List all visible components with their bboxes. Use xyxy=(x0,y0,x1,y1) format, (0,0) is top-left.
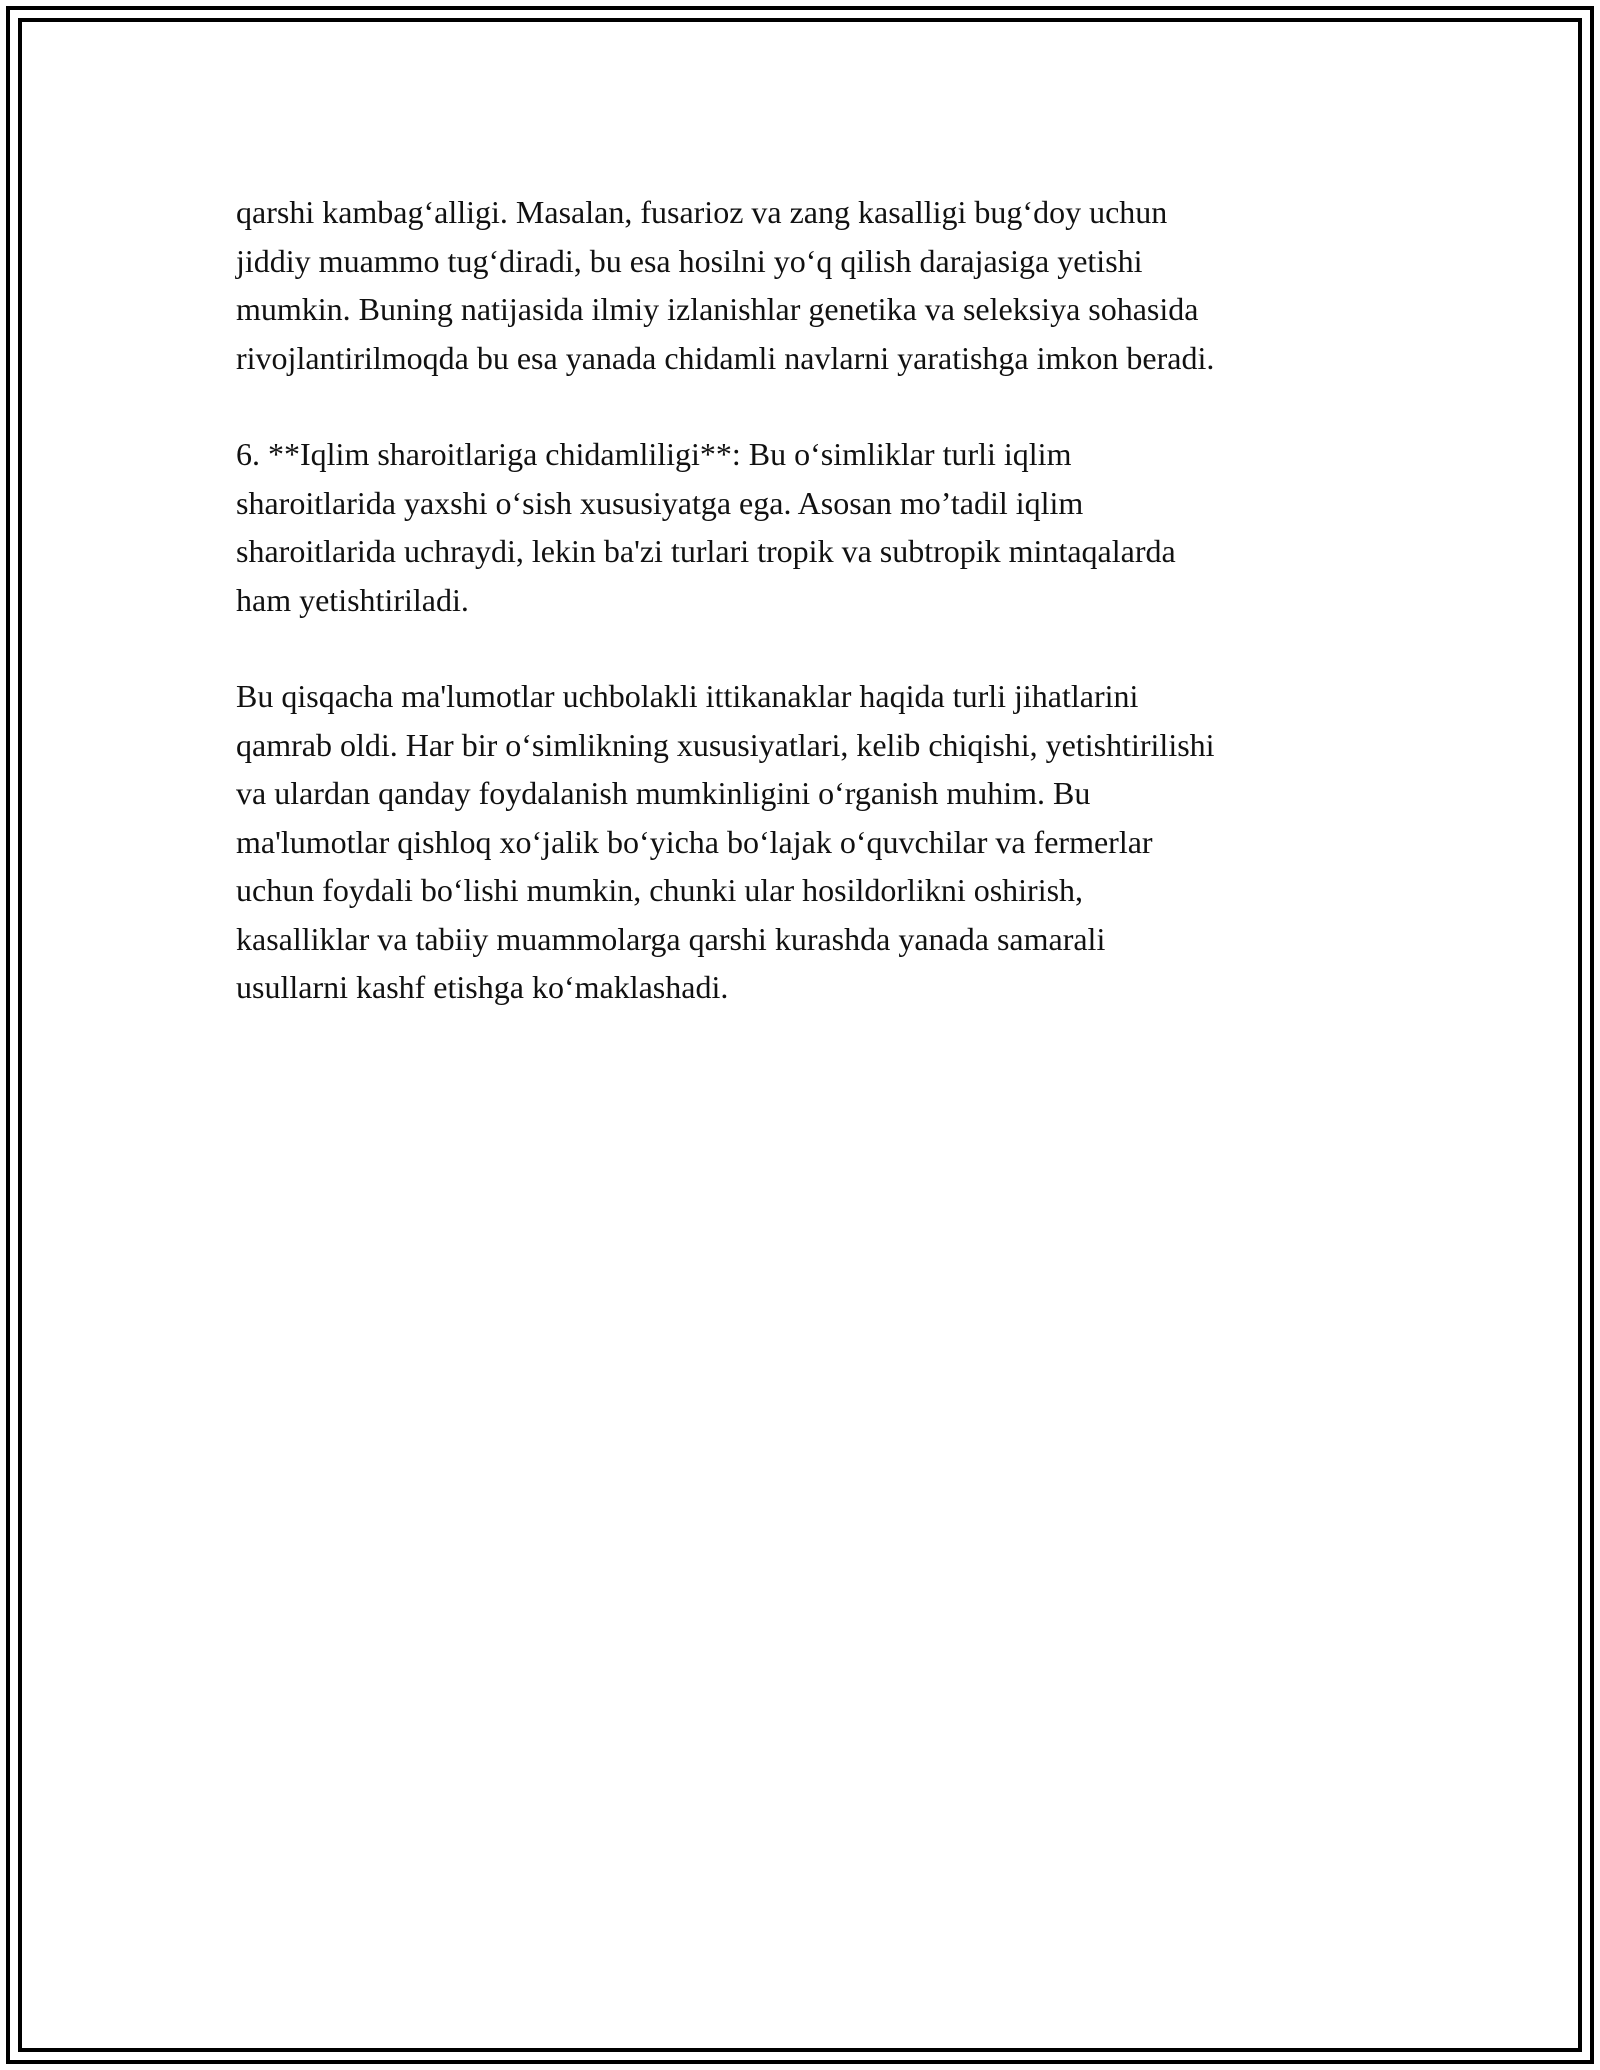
paragraph-disease-resistance xyxy=(236,188,1386,382)
text-line: qamrab oldi. Har bir o‘simlikning xususiyatlari, kelib chiqishi, yetishtirilishi xyxy=(236,726,1215,763)
text-line: va ulardan qanday foydalanish mumkinligini o‘rganish muhim. Bu xyxy=(236,775,1091,811)
text-line: Bu qisqacha ma'lumotlar uchbolakli ittikanaklar haqida turli jihatlarini xyxy=(236,678,1139,714)
text-line: jiddiy muammo tug‘diradi, bu esa hosilni yo‘q qilish darajasiga yetishi xyxy=(236,242,1143,279)
text-line: rivojlantirilmoqda bu esa yanada chidamli navlarni yaratishga imkon beradi. xyxy=(236,339,1215,376)
text-line: 6. **Iqlim sharoitlariga chidamliligi**: Bu o‘simliklar turli iqlim xyxy=(236,436,1072,472)
text-line: kasalliklar va tabiiy muammolarga qarshi kurashda yanada samarali xyxy=(236,920,1106,957)
paragraph-summary xyxy=(236,672,1386,1012)
text-line: sharoitlarida yaxshi o‘sish xususiyatga ega. Asosan mo’tadil iqlim xyxy=(236,484,1084,521)
document-body xyxy=(236,188,1386,1060)
text-line: qarshi kambag‘alligi. Masalan, fusarioz va zang kasalligi bug‘doy uchun xyxy=(236,194,1168,230)
text-line: ma'lumotlar qishloq xo‘jalik bo‘yicha bo‘lajak o‘quvchilar va fermerlar xyxy=(236,823,1153,860)
text-line: mumkin. Buning natijasida ilmiy izlanishlar genetika va seleksiya sohasida xyxy=(236,291,1199,327)
text-line: ham yetishtiriladi. xyxy=(236,581,469,618)
text-line: sharoitlarida uchraydi, lekin ba'zi turlari tropik va subtropik mintaqalarda xyxy=(236,533,1176,569)
text-line: uchun foydali bo‘lishi mumkin, chunki ular hosildorlikni oshirish, xyxy=(236,872,1084,908)
text-line: usullarni kashf etishga ko‘maklashadi. xyxy=(236,969,729,1005)
paragraph-climate-resistance xyxy=(236,430,1386,624)
